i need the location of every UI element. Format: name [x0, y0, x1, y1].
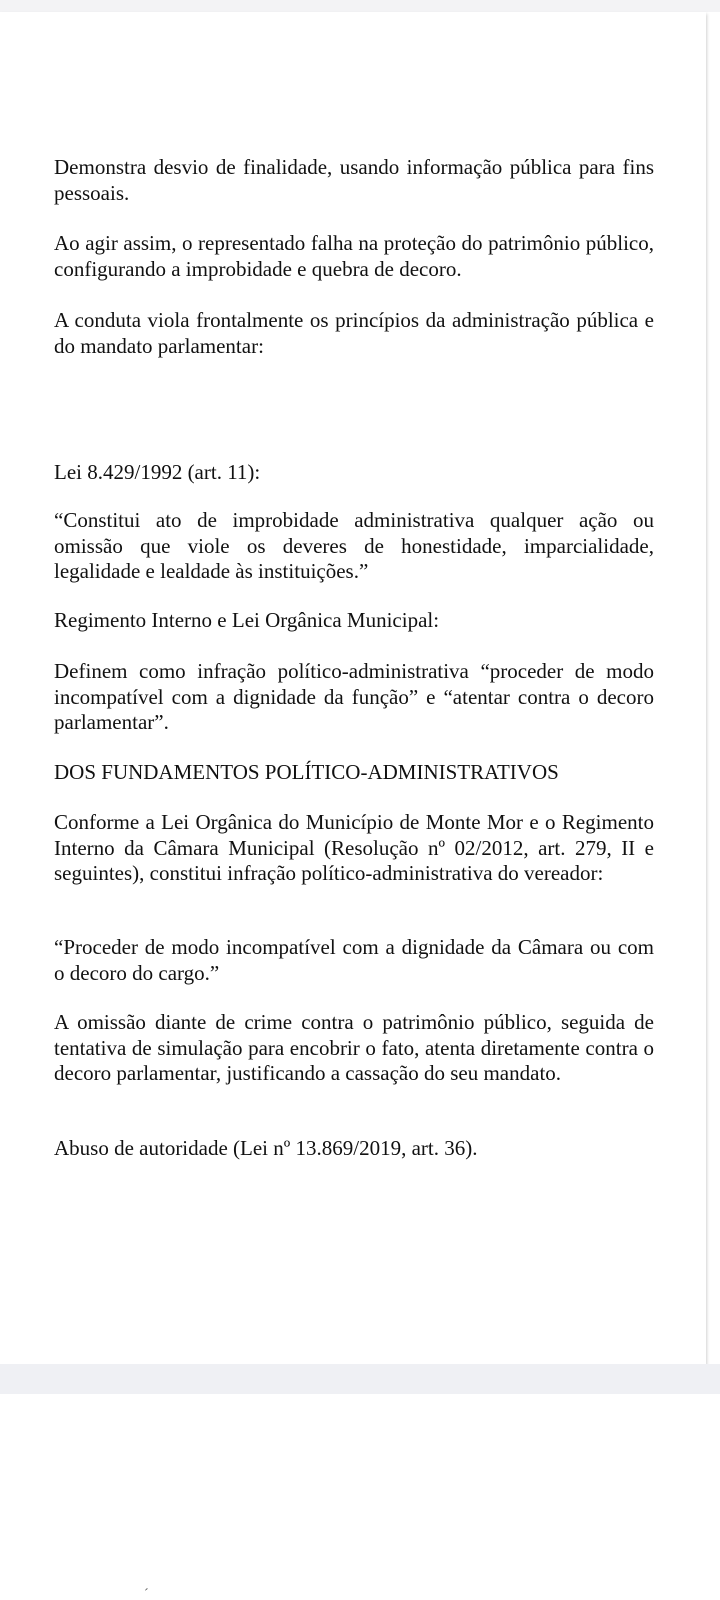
paragraph-desvio-finalidade: Demonstra desvio de finalidade, usando informação pública para fins pessoais. [54, 155, 654, 205]
next-page-area [0, 1394, 720, 1600]
page-separator [0, 1364, 720, 1394]
paragraph-citacao-improbidade: “Constitui ato de improbidade administrativa qualquer ação ou omissão que viole os deveres de honestidade, imparcialidade, legalidade e lealdade às instituições.” [54, 508, 654, 583]
section-heading-fundamentos: DOS FUNDAMENTOS POLÍTICO-ADMINISTRATIVOS [54, 760, 559, 784]
viewer-top-strip [0, 0, 720, 12]
paragraph-abuso-autoridade: Abuso de autoridade (Lei nº 13.869/2019, art. 36). [54, 1136, 478, 1160]
paragraph-lei-8429: Lei 8.429/1992 (art. 11): [54, 460, 261, 484]
paragraph-conforme-lei-organica: Conforme a Lei Orgânica do Município de Monte Mor e o Regimento Interno da Câmara Municipal (Resolução nº 02/2012, art. 279, II e seguintes), constitui infração político-administrativa do vereador: [54, 810, 654, 885]
paragraph-definem-infracao: Definem como infração político-administrativa “proceder de modo incompatível com a dignidade da função” e “atentar contra o decoro parlamentar”. [54, 659, 654, 734]
paragraph-citacao-decoro: “Proceder de modo incompatível com a dignidade da Câmara ou com o decoro do cargo.” [54, 935, 654, 985]
paragraph-agir-assim: Ao agir assim, o representado falha na proteção do patrimônio público, configurando a improbidade e quebra de decoro. [54, 231, 654, 281]
stray-mark: ´ [144, 1587, 149, 1600]
paragraph-regimento-interno: Regimento Interno e Lei Orgânica Municipal: [54, 608, 440, 632]
paragraph-omissao-crime: A omissão diante de crime contra o patrimônio público, seguida de tentativa de simulação para encobrir o fato, atenta diretamente contra o decoro parlamentar, justificando a cassação do seu mandato. [54, 1010, 654, 1085]
paragraph-conduta-viola: A conduta viola frontalmente os princípios da administração pública e do mandato parlamentar: [54, 308, 654, 358]
